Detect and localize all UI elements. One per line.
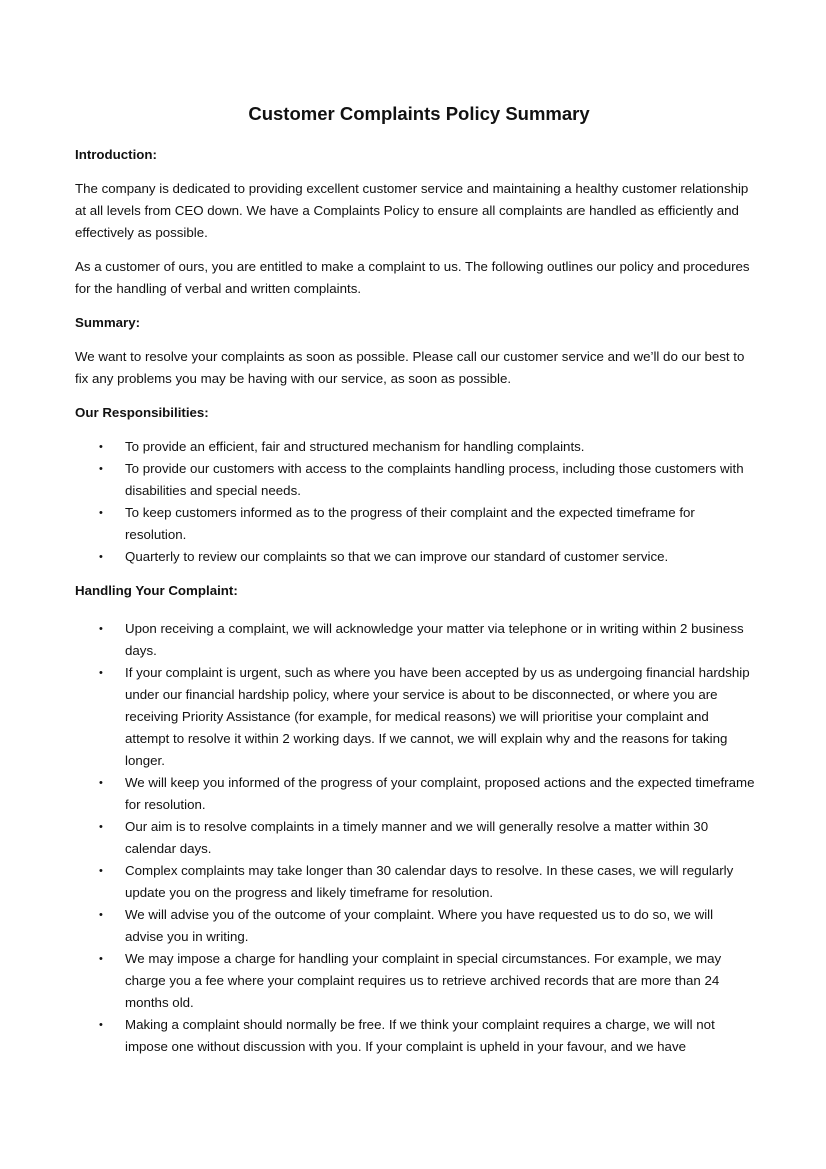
list-item xyxy=(75,904,755,948)
bullet-icon: • xyxy=(99,1019,103,1031)
bullet-icon: • xyxy=(99,777,103,789)
introduction-heading: Introduction: xyxy=(75,147,157,162)
list-item xyxy=(75,546,755,568)
bullet-icon: • xyxy=(99,667,103,679)
list-item-text: If your complaint is urgent, such as where you have been accepted by us as undergoing financial hardship under our financial hardship policy, where your service is about to be disconnected, or where you are receiving Priority Assistance (for example, for medical reasons) we will prioritise your complaint and attempt to resolve it within 2 working days. If we cannot, we will explain why and the reasons for taking longer. xyxy=(125,665,750,768)
page-title: Customer Complaints Policy Summary xyxy=(248,103,590,124)
bullet-icon: • xyxy=(99,623,103,635)
list-item xyxy=(75,1014,755,1058)
bullet-icon: • xyxy=(99,821,103,833)
list-item xyxy=(75,948,755,1014)
bullet-icon: • xyxy=(99,551,103,563)
list-item-text: To provide our customers with access to the complaints handling process, including those customers with disabilities and special needs. xyxy=(125,461,744,498)
summary-paragraph: We want to resolve your complaints as soon as possible. Please call our customer service and we’ll do our best to fix any problems you may be having with our service, as soon as possible. xyxy=(75,349,745,386)
bullet-icon: • xyxy=(99,507,103,519)
introduction-paragraph-2: As a customer of ours, you are entitled to make a complaint to us. The following outlines our policy and procedures for the handling of verbal and written complaints. xyxy=(75,259,750,296)
bullet-icon: • xyxy=(99,865,103,877)
bullet-icon: • xyxy=(99,953,103,965)
list-item-text: We may impose a charge for handling your complaint in special circumstances. For example, we may charge you a fee where your complaint requires us to retrieve archived records that are more than 24 months old. xyxy=(125,951,722,1010)
list-item xyxy=(75,816,755,860)
list-item xyxy=(75,436,755,458)
list-item xyxy=(75,618,755,662)
list-item xyxy=(75,502,755,546)
list-item-text: We will keep you informed of the progress of your complaint, proposed actions and the expected timeframe for resolution. xyxy=(125,775,755,812)
list-item xyxy=(75,662,755,772)
bullet-icon: • xyxy=(99,441,103,453)
handling-heading: Handling Your Complaint: xyxy=(75,583,238,598)
list-item-text: We will advise you of the outcome of your complaint. Where you have requested us to do so, we will advise you in writing. xyxy=(125,907,714,944)
document-page xyxy=(75,100,755,1070)
list-item-text: Making a complaint should normally be free. If we think your complaint requires a charge, we will not impose one without discussion with you. If your complaint is upheld in your favour, and we have xyxy=(125,1017,715,1054)
list-item xyxy=(75,458,755,502)
list-item-text: To keep customers informed as to the progress of their complaint and the expected timeframe for resolution. xyxy=(125,505,695,542)
summary-heading: Summary: xyxy=(75,315,141,330)
bullet-icon: • xyxy=(99,909,103,921)
bullet-icon: • xyxy=(99,463,103,475)
list-item-text: To provide an efficient, fair and structured mechanism for handling complaints. xyxy=(125,439,585,454)
list-item-text: Our aim is to resolve complaints in a timely manner and we will generally resolve a matter within 30 calendar days. xyxy=(125,819,709,856)
list-item-text: Complex complaints may take longer than 30 calendar days to resolve. In these cases, we will regularly update you on the progress and likely timeframe for resolution. xyxy=(125,863,734,900)
list-item xyxy=(75,860,755,904)
responsibilities-list xyxy=(75,436,755,568)
list-item xyxy=(75,772,755,816)
introduction-paragraph-1: The company is dedicated to providing excellent customer service and maintaining a healthy customer relationship at all levels from CEO down. We have a Complaints Policy to ensure all complaints are handled as efficiently and effectively as possible. xyxy=(75,181,749,240)
list-item-text: Quarterly to review our complaints so that we can improve our standard of customer service. xyxy=(125,549,669,564)
responsibilities-heading: Our Responsibilities: xyxy=(75,405,209,420)
handling-list xyxy=(75,618,755,1058)
list-item-text: Upon receiving a complaint, we will acknowledge your matter via telephone or in writing within 2 business days. xyxy=(125,621,744,658)
